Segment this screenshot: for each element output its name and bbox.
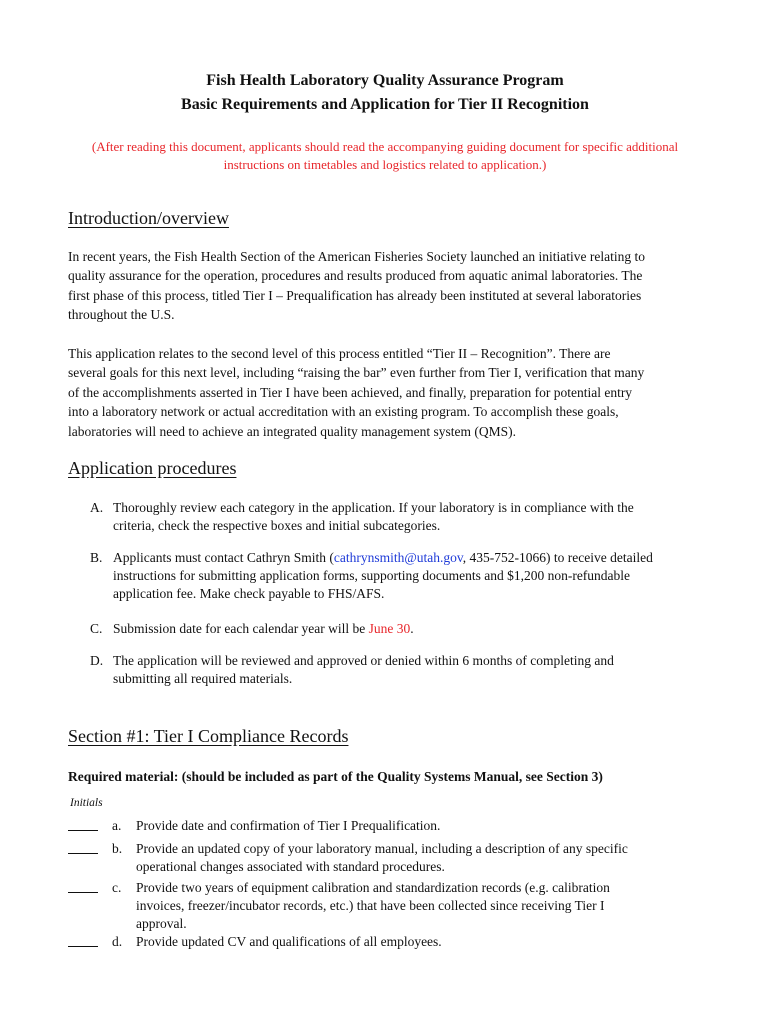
item-line: invoices, freezer/incubator records, etc.) that have been collected since receiving Tier I <box>136 898 605 913</box>
item-text-segment: Applicants must contact Cathryn Smith ( <box>113 550 334 565</box>
intro-paragraph-2 <box>68 344 718 441</box>
item-line: Provide an updated copy of your laboratory manual, including a description of any specific <box>136 841 628 856</box>
item-line: The application will be reviewed and approved or denied within 6 months of completing and <box>113 653 614 668</box>
item-text-segment: , 435-752-1066) to receive detailed <box>462 550 653 565</box>
intro-heading: Introduction/overview <box>68 208 229 228</box>
intro-paragraph-1 <box>68 247 718 325</box>
item-letter: B. <box>90 550 103 565</box>
item-line: Thoroughly review each category in the application. If your laboratory is in compliance with the <box>113 500 634 515</box>
item-line: criteria, check the respective boxes and initial subcategories. <box>113 518 441 533</box>
initials-blank[interactable] <box>68 892 98 893</box>
required-material-label: Required material: (should be included as part of the Quality Systems Manual, see Section 3) <box>68 769 603 784</box>
item-line: application fee. Make check payable to FHS/AFS. <box>113 586 385 601</box>
initials-blank[interactable] <box>68 946 98 947</box>
paragraph-line: This application relates to the second level of this process entitled “Tier II – Recognition”. There are <box>68 346 611 361</box>
item-text <box>136 879 746 933</box>
initials-label: Initials <box>70 797 103 809</box>
item-letter: c. <box>112 880 122 895</box>
initials-blank[interactable] <box>68 830 98 831</box>
procedures-heading: Application procedures <box>68 458 237 478</box>
item-text <box>136 817 746 835</box>
item-text <box>136 933 746 951</box>
contact-email-link[interactable]: cathrynsmith@utah.gov <box>333 550 463 565</box>
document-title-line-1: Fish Health Laboratory Quality Assurance Program <box>206 72 564 89</box>
submission-date: June 30 <box>368 621 411 636</box>
item-line: approval. <box>136 916 187 931</box>
instruction-note-line-2: instructions on timetables and logistics related to application.) <box>223 157 547 172</box>
item-letter: b. <box>112 841 123 856</box>
item-text <box>113 549 733 603</box>
item-line: Provide date and confirmation of Tier I Prequalification. <box>136 818 441 833</box>
item-line: instructions for submitting application forms, supporting documents and $1,200 non-refundable <box>113 568 631 583</box>
instruction-note-line-1: (After reading this document, applicants should read the accompanying guiding document for specific additional <box>91 139 679 154</box>
item-letter: D. <box>90 653 104 668</box>
paragraph-line: into a laboratory network or actual accreditation with an existing program. To accomplish these goals, <box>68 404 619 420</box>
item-line <box>113 549 733 567</box>
item-line: operational changes associated with standard procedures. <box>136 859 445 874</box>
document-title-line-2: Basic Requirements and Application for Tier II Recognition <box>181 96 589 113</box>
item-text <box>113 620 733 638</box>
item-letter: d. <box>112 934 123 949</box>
initials-blank[interactable] <box>68 853 98 854</box>
paragraph-line: first phase of this process, titled Tier I – Prequalification has already been instituted at several laboratories <box>68 287 642 303</box>
paragraph-line: throughout the U.S. <box>68 307 175 323</box>
paragraph-line: laboratories will need to achieve an integrated quality management system (QMS). <box>68 423 516 439</box>
item-line: submitting all required materials. <box>113 671 293 686</box>
section-1-heading: Section #1: Tier I Compliance Records <box>68 726 349 746</box>
item-letter: a. <box>112 818 122 833</box>
paragraph-line: several goals for this next level, including “raising the bar” even further from Tier I, verification that many <box>68 365 645 381</box>
item-letter: C. <box>90 621 103 636</box>
item-line <box>113 620 733 638</box>
item-text <box>136 840 746 876</box>
item-line: Provide updated CV and qualifications of all employees. <box>136 934 442 949</box>
item-text <box>113 499 733 535</box>
item-text-segment: Submission date for each calendar year will be <box>113 621 369 636</box>
paragraph-line: of the accomplishments asserted in Tier I have been achieved, and finally, preparation for potential entry <box>68 384 633 400</box>
item-text <box>113 652 733 688</box>
item-text-segment: . <box>410 621 414 636</box>
paragraph-line: quality assurance for the operation, procedures and results produced from aquatic animal laboratories. The <box>68 268 643 284</box>
item-letter: A. <box>90 500 104 515</box>
item-line: Provide two years of equipment calibration and standardization records (e.g. calibration <box>136 880 610 895</box>
paragraph-line: In recent years, the Fish Health Section of the American Fisheries Society launched an initiative relating to <box>68 249 645 264</box>
